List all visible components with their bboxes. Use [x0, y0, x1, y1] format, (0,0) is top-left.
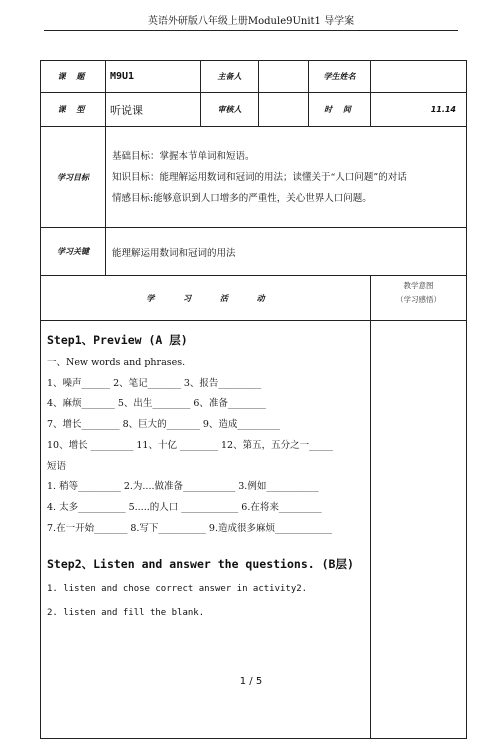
- goal-emotion: 情感目标:能够意识到人口增多的严重性，关心世界人口问题。: [112, 192, 372, 204]
- topic-value: M9U1: [106, 61, 201, 93]
- content-line: 短语: [47, 460, 67, 472]
- goals-row: [41, 127, 467, 228]
- header-rule: [44, 30, 458, 31]
- topic-label: 课 题: [41, 61, 106, 93]
- goals-label: 学习目标: [41, 127, 106, 228]
- content-line: 7、增长________ 8、巨大的_______ 9、造成_________: [47, 419, 281, 431]
- key-text: 能理解运用数词和冠词的用法: [106, 228, 467, 276]
- content-line: 1. 稍等_________ 2.为....做准备___________ 3.例如___________: [47, 481, 319, 493]
- reviewer-value: [259, 93, 309, 127]
- page-header: 英语外研版八年级上册Module9Unit1 导学案: [147, 16, 355, 27]
- goal-knowledge: 知识目标：能理解运用数词和冠词的用法；读懂关于“人口问题”的对话: [112, 171, 407, 183]
- step2-line: 2. listen and fill the blank.: [47, 608, 205, 619]
- content-line: 7.在一开始_______ 8.写下__________ 9.造成很多麻烦____________: [47, 522, 332, 534]
- activity-label: 学 习 活 动: [41, 276, 371, 321]
- goal-basic: 基础目标：掌握本节单词和短语。: [112, 150, 255, 162]
- student-name-label: 学生姓名: [309, 61, 371, 93]
- teaching-intent-subtitle: （学习感悟）: [396, 295, 441, 304]
- lesson-type-label: 课 型: [41, 93, 106, 127]
- content-line: 10、增长 _________ 11、十亿 ________ 12、第五，五分之一_____: [47, 439, 333, 451]
- step2-line: 1. listen and chose correct answer in activity2.: [47, 584, 308, 595]
- date-value: 11.14: [371, 93, 467, 127]
- info-row-type: [41, 93, 467, 127]
- lesson-table: [40, 60, 467, 739]
- info-row-topic: [41, 61, 467, 93]
- student-name-value: [371, 61, 467, 93]
- content-line: 4. 太多__________ 5.....的人口 ____________ 6.在将来_________: [47, 501, 322, 513]
- activity-header-row: [41, 276, 467, 321]
- teaching-intent-title: 教学意图: [403, 281, 434, 290]
- content-line: 一、New words and phrases.: [47, 357, 186, 368]
- key-label: 学习关键: [41, 228, 106, 276]
- date-label: 时 间: [309, 93, 371, 127]
- preparer-value: [259, 61, 309, 93]
- key-row: [41, 228, 467, 276]
- step2-title: Step2、Listen and answer the questions. (B层): [47, 557, 354, 572]
- content-line: 4、麻烦_______ 5、出生________ 6、准备________: [47, 398, 266, 410]
- preparer-label: 主备人: [201, 61, 259, 93]
- step1-title: Step1、Preview (A 层): [47, 333, 188, 347]
- reviewer-label: 审核人: [201, 93, 259, 127]
- teaching-intent-header: [371, 276, 467, 321]
- page-number: 1 / 5: [239, 676, 263, 687]
- lesson-type-value: 听说课: [106, 93, 201, 127]
- goals-content: [106, 127, 467, 228]
- content-line: 1、噪声______ 2、笔记_______ 3、报告_________: [47, 377, 262, 389]
